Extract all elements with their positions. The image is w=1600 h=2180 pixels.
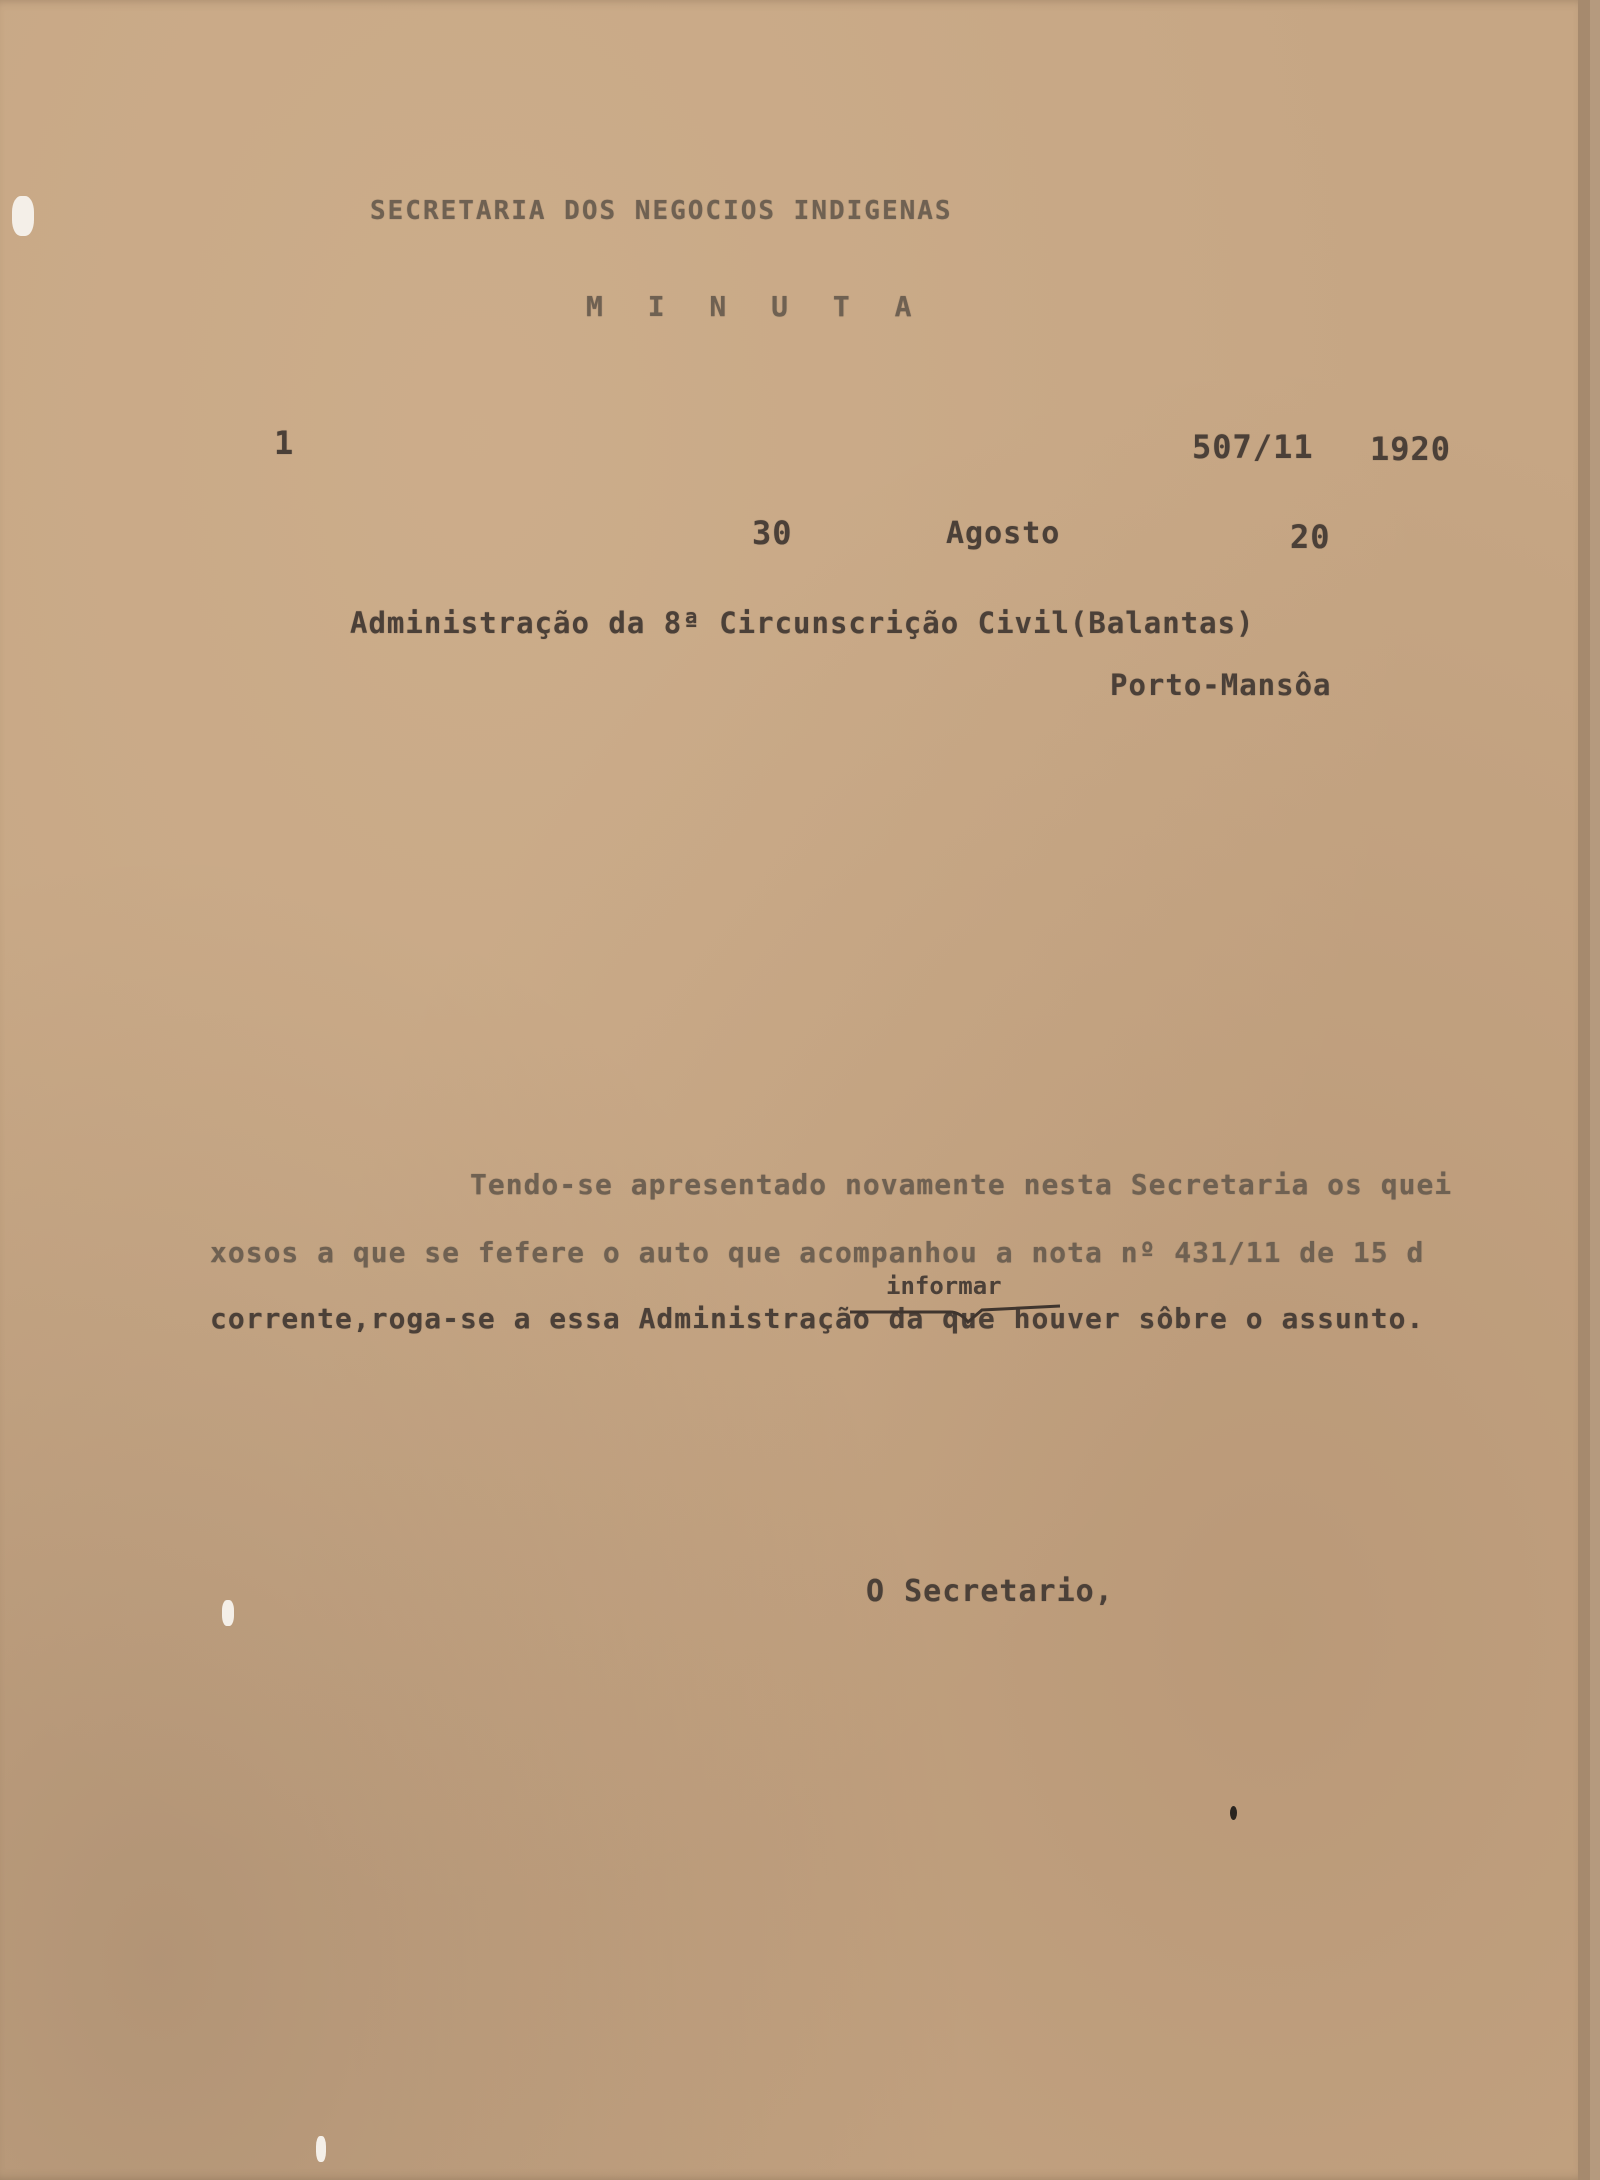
body-line-3: corrente,roga-se a essa Administração da que houver sôbre o assunto. <box>210 1302 1425 1335</box>
reference-year: 1920 <box>1370 430 1452 468</box>
signature-closing: O Secretario, <box>866 1574 1114 1609</box>
addressee-office: Administração da 8ª Circunscrição Civil(Balantas) <box>350 606 1255 640</box>
office-header: SECRETARIA DOS NEGOCIOS INDIGENAS <box>370 196 953 226</box>
reference-code: 507/11 <box>1192 428 1314 466</box>
body-line-1: Tendo-se apresentado novamente nesta Secretaria os quei <box>470 1168 1453 1201</box>
body-line-2: xosos a que se fefere o auto que acompanhou a nota nº 431/11 de 15 d <box>210 1236 1425 1269</box>
document-type: M I N U T A <box>586 290 926 323</box>
reference-number: 1 <box>274 424 295 462</box>
handwritten-insert: informar <box>886 1272 1002 1300</box>
paper-spot-lower <box>222 1600 234 1626</box>
insert-strikethrough <box>850 1298 1060 1328</box>
date-year: 20 <box>1290 518 1331 556</box>
date-day: 30 <box>752 514 793 552</box>
addressee-place: Porto-Mansôa <box>1110 668 1332 702</box>
page-edge <box>1578 0 1590 2180</box>
paper-spot-bottom <box>316 2136 326 2162</box>
date-month: Agosto <box>946 516 1061 551</box>
ink-dot <box>1230 1806 1237 1820</box>
paper-hole-left <box>12 196 34 236</box>
